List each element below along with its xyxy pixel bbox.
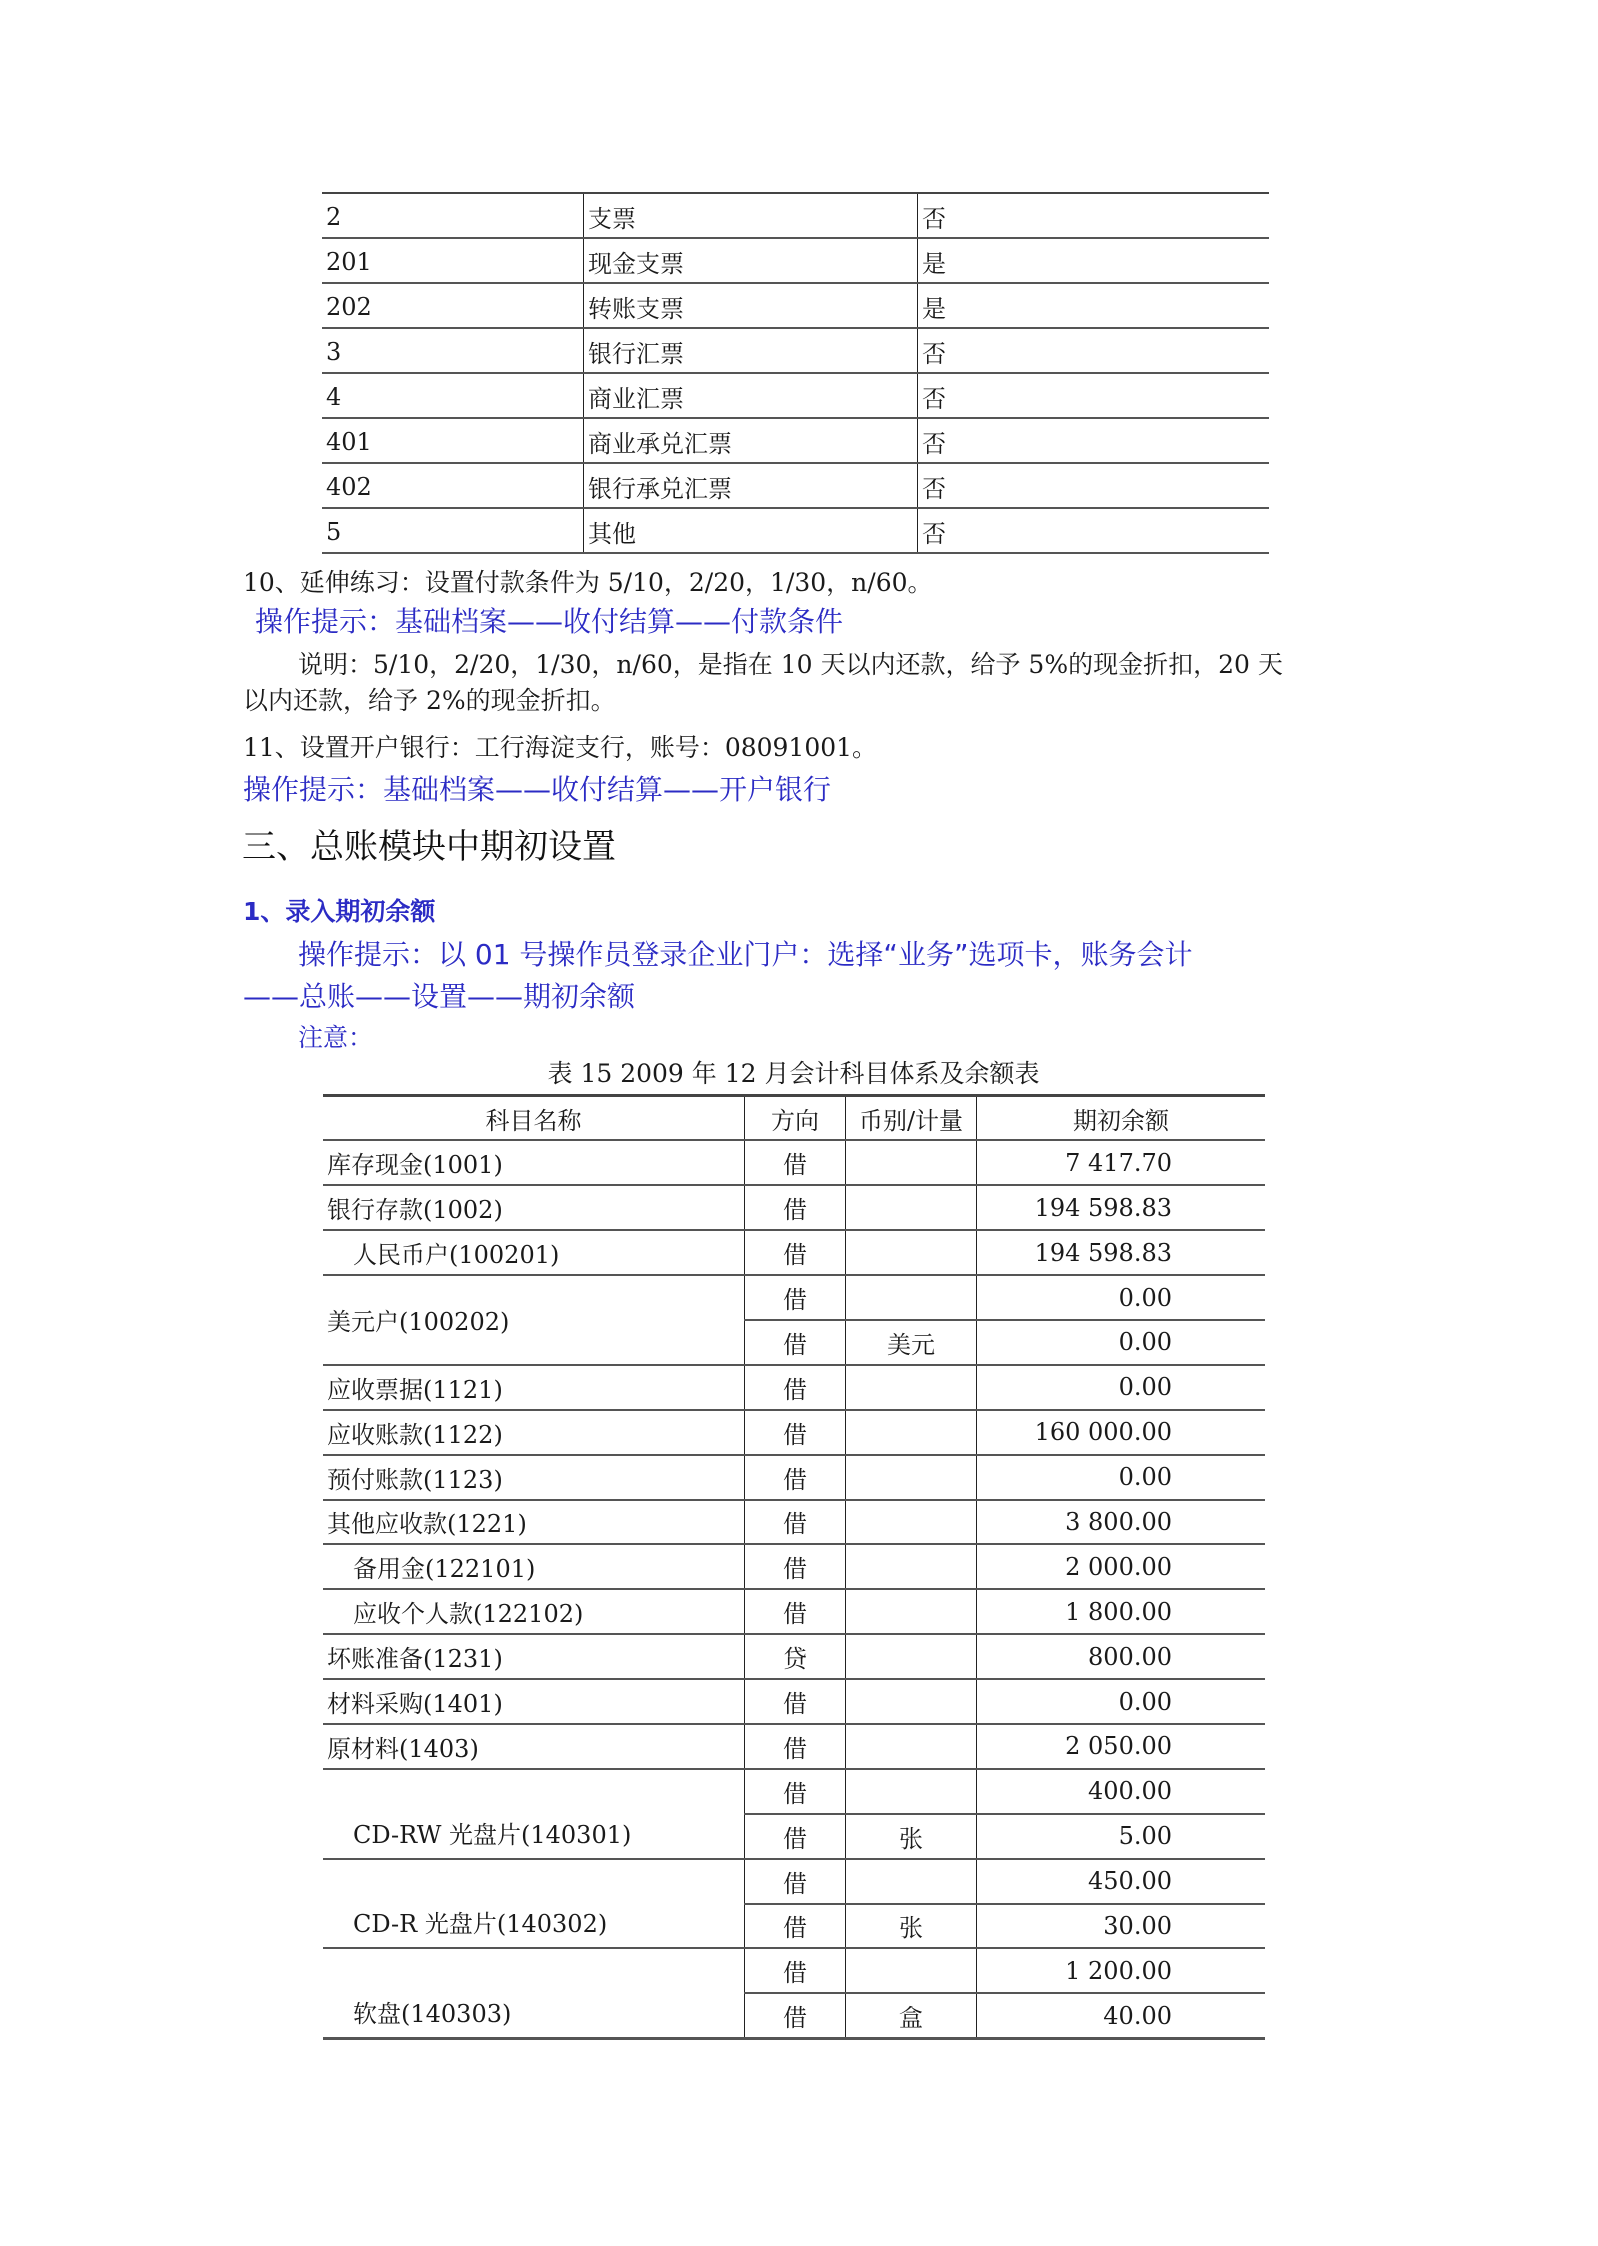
unit — [846, 1948, 977, 1993]
unit — [846, 1500, 977, 1545]
account-name: CD-R 光盘片(140302) — [323, 1859, 745, 1949]
code-cell: 201 — [322, 238, 584, 283]
table-row — [323, 1455, 1265, 1500]
name-cell: 转账支票 — [584, 283, 918, 328]
account-name: 软盘(140303) — [323, 1948, 745, 2038]
settlement-method-table — [322, 192, 1269, 554]
code-cell: 3 — [322, 328, 584, 373]
quantity: 30.00 — [977, 1904, 1266, 1949]
account-name: 预付账款(1123) — [323, 1455, 745, 1500]
account-name: 材料采购(1401) — [323, 1679, 745, 1724]
direction: 借 — [745, 1948, 846, 1993]
table-row — [323, 1634, 1265, 1679]
direction: 贷 — [745, 1634, 846, 1679]
flag-cell: 否 — [918, 193, 1270, 238]
unit — [846, 1544, 977, 1589]
balance: 450.00 — [977, 1859, 1266, 1904]
quantity: 5.00 — [977, 1814, 1266, 1859]
account-name: 库存现金(1001) — [323, 1140, 745, 1185]
table-row — [323, 1185, 1265, 1230]
unit — [846, 1769, 977, 1814]
direction: 借 — [745, 1724, 846, 1769]
direction: 借 — [745, 1230, 846, 1275]
note-10-line1: 说明：5/10，2/20，1/30，n/60，是指在 10 天以内还款，给予 5%的现金折扣，20 天 — [298, 650, 1283, 679]
table-row — [322, 508, 1269, 553]
code-cell: 401 — [322, 418, 584, 463]
unit — [846, 1365, 977, 1410]
account-name: 美元户(100202) — [323, 1275, 745, 1365]
unit — [846, 1275, 977, 1320]
table-row — [322, 193, 1269, 238]
direction: 借 — [745, 1275, 846, 1320]
table-row — [323, 1859, 1265, 1904]
direction: 借 — [745, 1769, 846, 1814]
direction: 借 — [745, 1814, 846, 1859]
balance: 0.00 — [977, 1365, 1266, 1410]
quantity: 40.00 — [977, 1993, 1266, 2038]
balance: 1 200.00 — [977, 1948, 1266, 1993]
direction: 借 — [745, 1589, 846, 1634]
account-name: 应收个人款(122102) — [323, 1589, 745, 1634]
name-cell: 银行承兑汇票 — [584, 463, 918, 508]
balance: 800.00 — [977, 1634, 1266, 1679]
task-10: 10、延伸练习：设置付款条件为 5/10，2/20，1/30，n/60。 — [243, 568, 933, 597]
name-cell: 商业承兑汇票 — [584, 418, 918, 463]
operation-hint-line2: ——总账——设置——期初余额 — [243, 980, 636, 1013]
flag-cell: 否 — [918, 328, 1270, 373]
unit — [846, 1589, 977, 1634]
balance: 1 800.00 — [977, 1589, 1266, 1634]
balance: 160 000.00 — [977, 1410, 1266, 1455]
chapter-heading: 三、总账模块中期初设置 — [242, 827, 616, 867]
flag-cell: 是 — [918, 238, 1270, 283]
balance: 2 000.00 — [977, 1544, 1266, 1589]
unit: 张 — [846, 1904, 977, 1949]
unit — [846, 1724, 977, 1769]
table-row — [322, 418, 1269, 463]
table-row — [322, 373, 1269, 418]
balance: 194 598.83 — [977, 1185, 1266, 1230]
unit — [846, 1140, 977, 1185]
table-row — [323, 1948, 1265, 1993]
table-row — [322, 328, 1269, 373]
unit — [846, 1185, 977, 1230]
table-row — [323, 1589, 1265, 1634]
balance: 400.00 — [977, 1769, 1266, 1814]
direction: 借 — [745, 1185, 846, 1230]
flag-cell: 是 — [918, 283, 1270, 328]
table-row — [322, 463, 1269, 508]
unit — [846, 1230, 977, 1275]
account-name: 备用金(122101) — [323, 1544, 745, 1589]
name-cell: 银行汇票 — [584, 328, 918, 373]
note-10-line2: 以内还款，给予 2%的现金折扣。 — [243, 686, 616, 715]
name-cell: 其他 — [584, 508, 918, 553]
flag-cell: 否 — [918, 508, 1270, 553]
balance: 0.00 — [977, 1275, 1266, 1320]
direction: 借 — [745, 1544, 846, 1589]
code-cell: 5 — [322, 508, 584, 553]
unit — [846, 1410, 977, 1455]
name-cell: 支票 — [584, 193, 918, 238]
table-row — [323, 1275, 1265, 1320]
unit — [846, 1455, 977, 1500]
table-row — [323, 1230, 1265, 1275]
direction: 借 — [745, 1320, 846, 1365]
account-name: 坏账准备(1231) — [323, 1634, 745, 1679]
code-cell: 2 — [322, 193, 584, 238]
subsection-title: 1、录入期初余额 — [243, 897, 436, 926]
unit — [846, 1859, 977, 1904]
table-row — [323, 1679, 1265, 1724]
code-cell: 4 — [322, 373, 584, 418]
header-direction: 方向 — [745, 1096, 846, 1141]
name-cell: 商业汇票 — [584, 373, 918, 418]
table-row — [322, 283, 1269, 328]
table-row — [323, 1410, 1265, 1455]
table-row — [323, 1140, 1265, 1185]
operation-hint-line1: 操作提示：以 01 号操作员登录企业门户：选择“业务”选项卡，账务会计 — [298, 938, 1193, 971]
balance: 0.00 — [977, 1679, 1266, 1724]
direction: 借 — [745, 1410, 846, 1455]
table-row — [322, 238, 1269, 283]
table-row — [323, 1544, 1265, 1589]
account-name: CD-RW 光盘片(140301) — [323, 1769, 745, 1859]
currency: 美元 — [846, 1320, 977, 1365]
balance: 194 598.83 — [977, 1230, 1266, 1275]
direction: 借 — [745, 1679, 846, 1724]
name-cell: 现金支票 — [584, 238, 918, 283]
balance: 7 417.70 — [977, 1140, 1266, 1185]
task-11: 11、设置开户银行：工行海淀支行，账号：08091001。 — [243, 733, 878, 762]
account-name: 银行存款(1002) — [323, 1185, 745, 1230]
direction: 借 — [745, 1140, 846, 1185]
direction: 借 — [745, 1455, 846, 1500]
header-unit: 币别/计量 — [846, 1096, 977, 1141]
direction: 借 — [745, 1904, 846, 1949]
flag-cell: 否 — [918, 463, 1270, 508]
account-balance-table — [323, 1094, 1265, 2040]
unit: 张 — [846, 1814, 977, 1859]
table-row — [323, 1724, 1265, 1769]
code-cell: 402 — [322, 463, 584, 508]
balance: 3 800.00 — [977, 1500, 1266, 1545]
operation-hint-10: 操作提示：基础档案——收付结算——付款条件 — [255, 605, 844, 638]
balance: 0.00 — [977, 1320, 1266, 1365]
unit — [846, 1634, 977, 1679]
direction: 借 — [745, 1859, 846, 1904]
table-row — [323, 1500, 1265, 1545]
account-name: 应收账款(1122) — [323, 1410, 745, 1455]
balance: 2 050.00 — [977, 1724, 1266, 1769]
table-caption: 表 15 2009 年 12 月会计科目体系及余额表 — [547, 1059, 1040, 1088]
header-account-name: 科目名称 — [323, 1096, 745, 1141]
flag-cell: 否 — [918, 373, 1270, 418]
code-cell: 202 — [322, 283, 584, 328]
balance: 0.00 — [977, 1455, 1266, 1500]
direction: 借 — [745, 1500, 846, 1545]
account-name: 人民币户(100201) — [323, 1230, 745, 1275]
table-header-row — [323, 1096, 1265, 1141]
account-name: 应收票据(1121) — [323, 1365, 745, 1410]
operation-hint-11: 操作提示：基础档案——收付结算——开户银行 — [243, 773, 832, 806]
direction: 借 — [745, 1365, 846, 1410]
flag-cell: 否 — [918, 418, 1270, 463]
unit: 盒 — [846, 1993, 977, 2038]
account-name: 原材料(1403) — [323, 1724, 745, 1769]
header-balance: 期初余额 — [977, 1096, 1266, 1141]
account-name: 其他应收款(1221) — [323, 1500, 745, 1545]
direction: 借 — [745, 1993, 846, 2038]
note-label: 注意： — [298, 1023, 374, 1052]
table-row — [323, 1365, 1265, 1410]
table-row — [323, 1769, 1265, 1814]
unit — [846, 1679, 977, 1724]
